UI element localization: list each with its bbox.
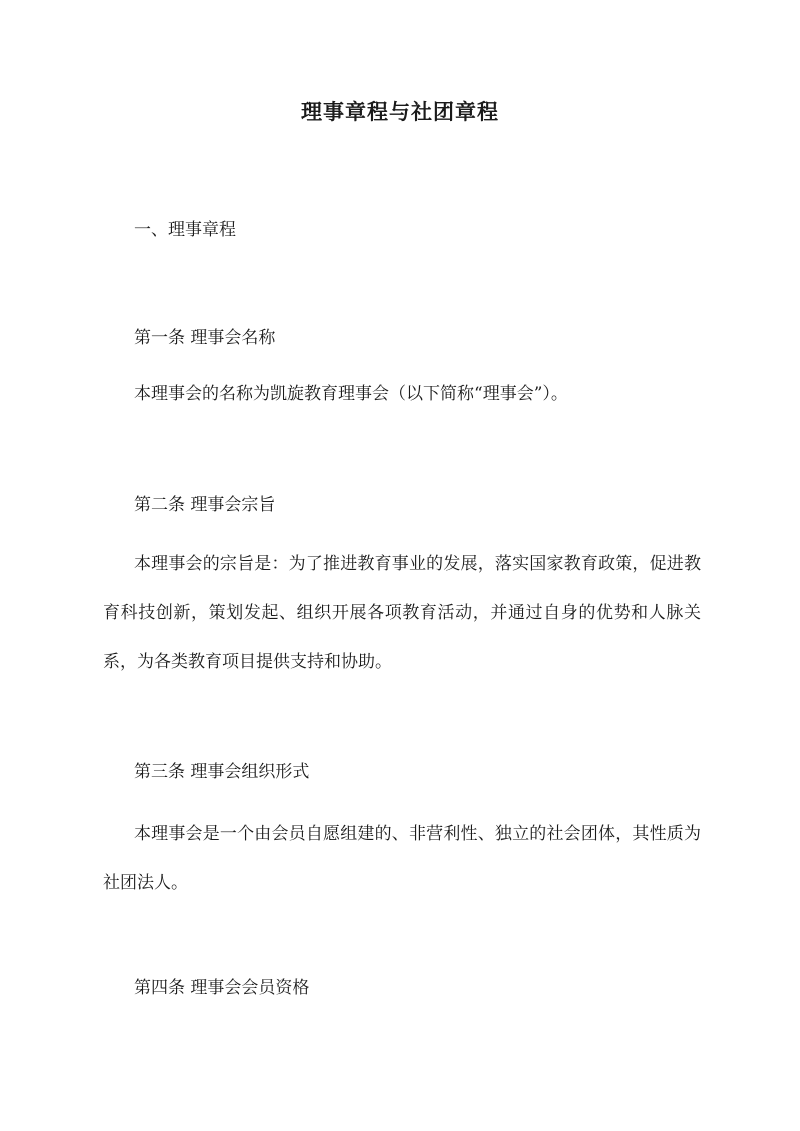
article-4-heading: 第四条 理事会会员资格 xyxy=(134,978,310,998)
section-heading: 一、理事章程 xyxy=(134,220,236,240)
article-1-body: 本理事会的名称为凯旋教育理事会（以下简称“理事会”）。 xyxy=(134,384,568,404)
article-2-heading: 第二条 理事会宗旨 xyxy=(134,495,276,515)
document-title: 理事章程与社团章程 xyxy=(301,99,499,124)
article-1-heading: 第一条 理事会名称 xyxy=(134,328,276,348)
article-3-body: 本理事会是一个由会员自愿组建的、非营利性、独立的社会团体，其性质为社团法人。 xyxy=(103,824,701,893)
article-2-body: 本理事会的宗旨是：为了推进教育事业的发展，落实国家教育政策，促进教育科技创新，策划发起、组织开展各项教育活动，并通过自身的优势和人脉关系，为各类教育项目提供支持和协助。 xyxy=(103,554,701,672)
article-3-heading: 第三条 理事会组织形式 xyxy=(134,762,310,782)
